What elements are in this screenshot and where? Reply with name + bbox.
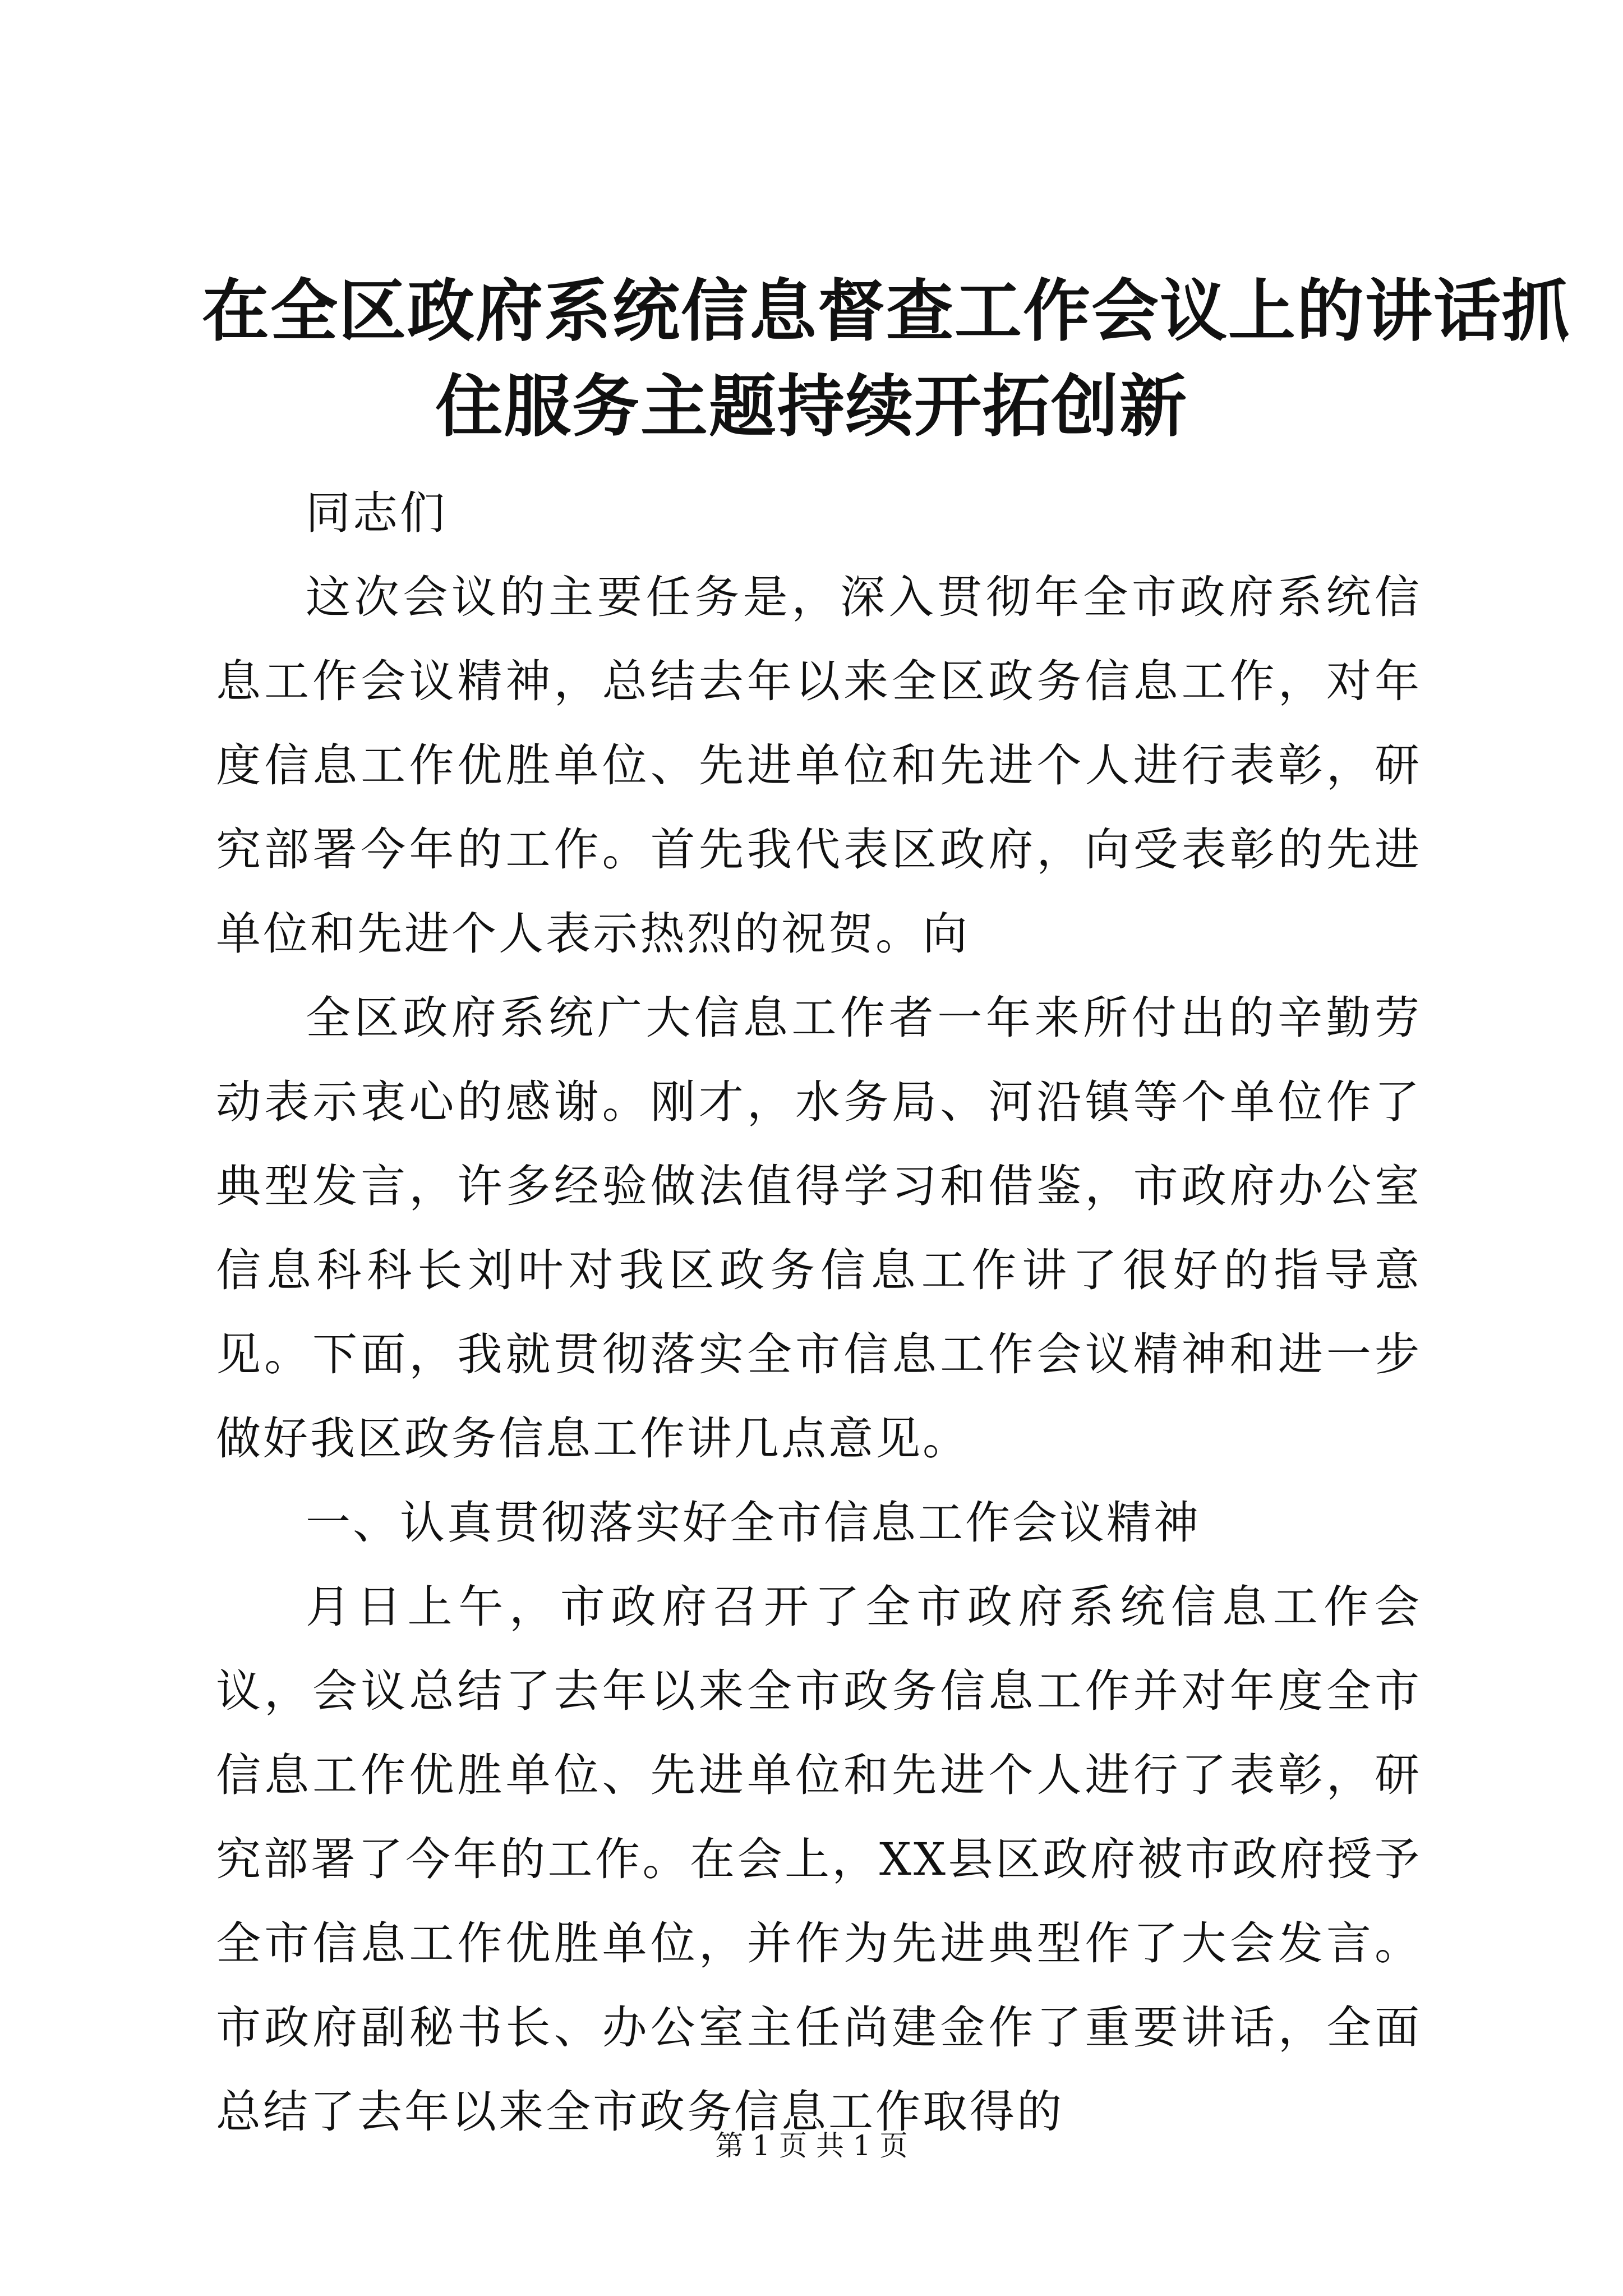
document-body xyxy=(216,471,1422,2154)
document-title xyxy=(202,264,1570,454)
section-heading-1: 一、认真贯彻落实好全市信息工作会议精神 xyxy=(306,1497,1201,1549)
salutation: 同志们 xyxy=(306,487,447,539)
paragraph-3: 月日上午，市政府召开了全市政府系统信息工作会议，会议总结了去年以来全市政务信息工作并对年度全市信息工作优胜单位、先进单位和先进个人进行了表彰，研究部署了今年的工作。在会上，XX县区政府被市政府授予全市信息工作优胜单位，并作为先进典型作了大会发言。市政府副秘书长、办公室主任尚建金作了重要讲话，全面总结了去年以来全市政务信息工作取得的 xyxy=(216,1581,1422,2138)
paragraph-2: 全区政府系统广大信息工作者一年来所付出的辛勤劳动表示衷心的感谢。刚才，水务局、河沿镇等个单位作了典型发言，许多经验做法值得学习和借鉴，市政府办公室信息科科长刘叶对我区政务信息工作讲了很好的指导意见。下面，我就贯彻落实全市信息工作会议精神和进一步做好我区政务信息工作讲几点意见。 xyxy=(216,992,1422,1465)
title-line-1: 在全区政府系统信息督查工作会议上的讲话抓 xyxy=(202,272,1570,351)
paragraph-1: 这次会议的主要任务是，深入贯彻年全市政府系统信息工作会议精神，总结去年以来全区政务信息工作，对年度信息工作优胜单位、先进单位和先进个人进行表彰，研究部署今年的工作。首先我代表区政府，向受表彰的先进单位和先进个人表示热烈的祝贺。向 xyxy=(216,571,1422,960)
title-line-2: 住服务主题持续开拓创新 xyxy=(435,367,1188,446)
page-footer: 第 1 页 共 1 页 xyxy=(715,2129,908,2162)
